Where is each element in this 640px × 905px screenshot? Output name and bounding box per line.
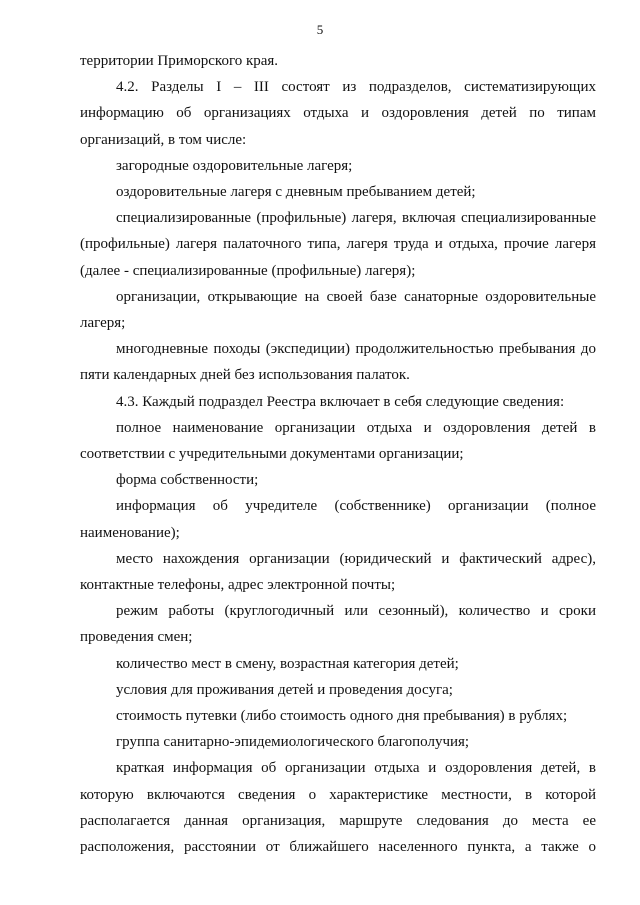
list-item-places: количество мест в смену, возрастная категория детей; bbox=[116, 655, 459, 672]
paragraph-4-3: 4.3. Каждый подраздел Реестра включает в себя следующие сведения: bbox=[116, 393, 565, 410]
paragraph-continuation: территории Приморского края. bbox=[80, 53, 279, 69]
list-item-brief-info: краткая информация об организации отдыха и оздоровления детей, в которую включаются сведения о характеристике местности, в которой располагается данная организация, маршруте следования до места ее расположения, расстоянии от ближайшего населенного пункта, а также о bbox=[80, 760, 596, 856]
list-item-conditions: условия для проживания детей и проведения досуга; bbox=[116, 681, 453, 698]
list-item-specialized-camps: специализированные (профильные) лагеря, включая специализированные (профильные) лагеря палаточного типа, лагеря труда и отдыха, прочие лагеря (далее - специализированные (профильные) лагеря); bbox=[80, 210, 596, 279]
list-item-work-mode: режим работы (круглогодичный или сезонный), количество и сроки проведения смен; bbox=[80, 603, 596, 646]
list-item-day-camps: оздоровительные лагеря с дневным пребыванием детей; bbox=[116, 184, 476, 201]
list-item-hikes: многодневные походы (экспедиции) продолжительностью пребывания до пяти календарных дней без использования палаток. bbox=[80, 341, 596, 384]
list-item-sanitary-group: группа санитарно-эпидемиологического благополучия; bbox=[116, 734, 470, 751]
page-number: 5 bbox=[316, 22, 324, 37]
list-item-founder: информация об учредителе (собственнике) организации (полное наименование); bbox=[80, 498, 596, 541]
list-item-country-camps: загородные оздоровительные лагеря; bbox=[116, 157, 353, 174]
list-item-location: место нахождения организации (юридический и фактический адрес), контактные телефоны, адрес электронной почты; bbox=[80, 550, 596, 594]
document-body bbox=[80, 48, 596, 860]
list-item-full-name: полное наименование организации отдыха и оздоровления детей в соответствии с учредительными документами организации; bbox=[80, 419, 596, 463]
list-item-sanatorium-camps: организации, открывающие на своей базе санаторные оздоровительные лагеря; bbox=[80, 288, 596, 332]
paragraph-4-2: 4.2. Разделы I – III состоят из подразделов, систематизирующих информацию об организациях отдыха и оздоровления детей по типам организаций, в том числе: bbox=[80, 79, 596, 148]
list-item-ownership: форма собственности; bbox=[116, 472, 259, 489]
list-item-cost: стоимость путевки (либо стоимость одного дня пребывания) в рублях; bbox=[116, 708, 568, 725]
